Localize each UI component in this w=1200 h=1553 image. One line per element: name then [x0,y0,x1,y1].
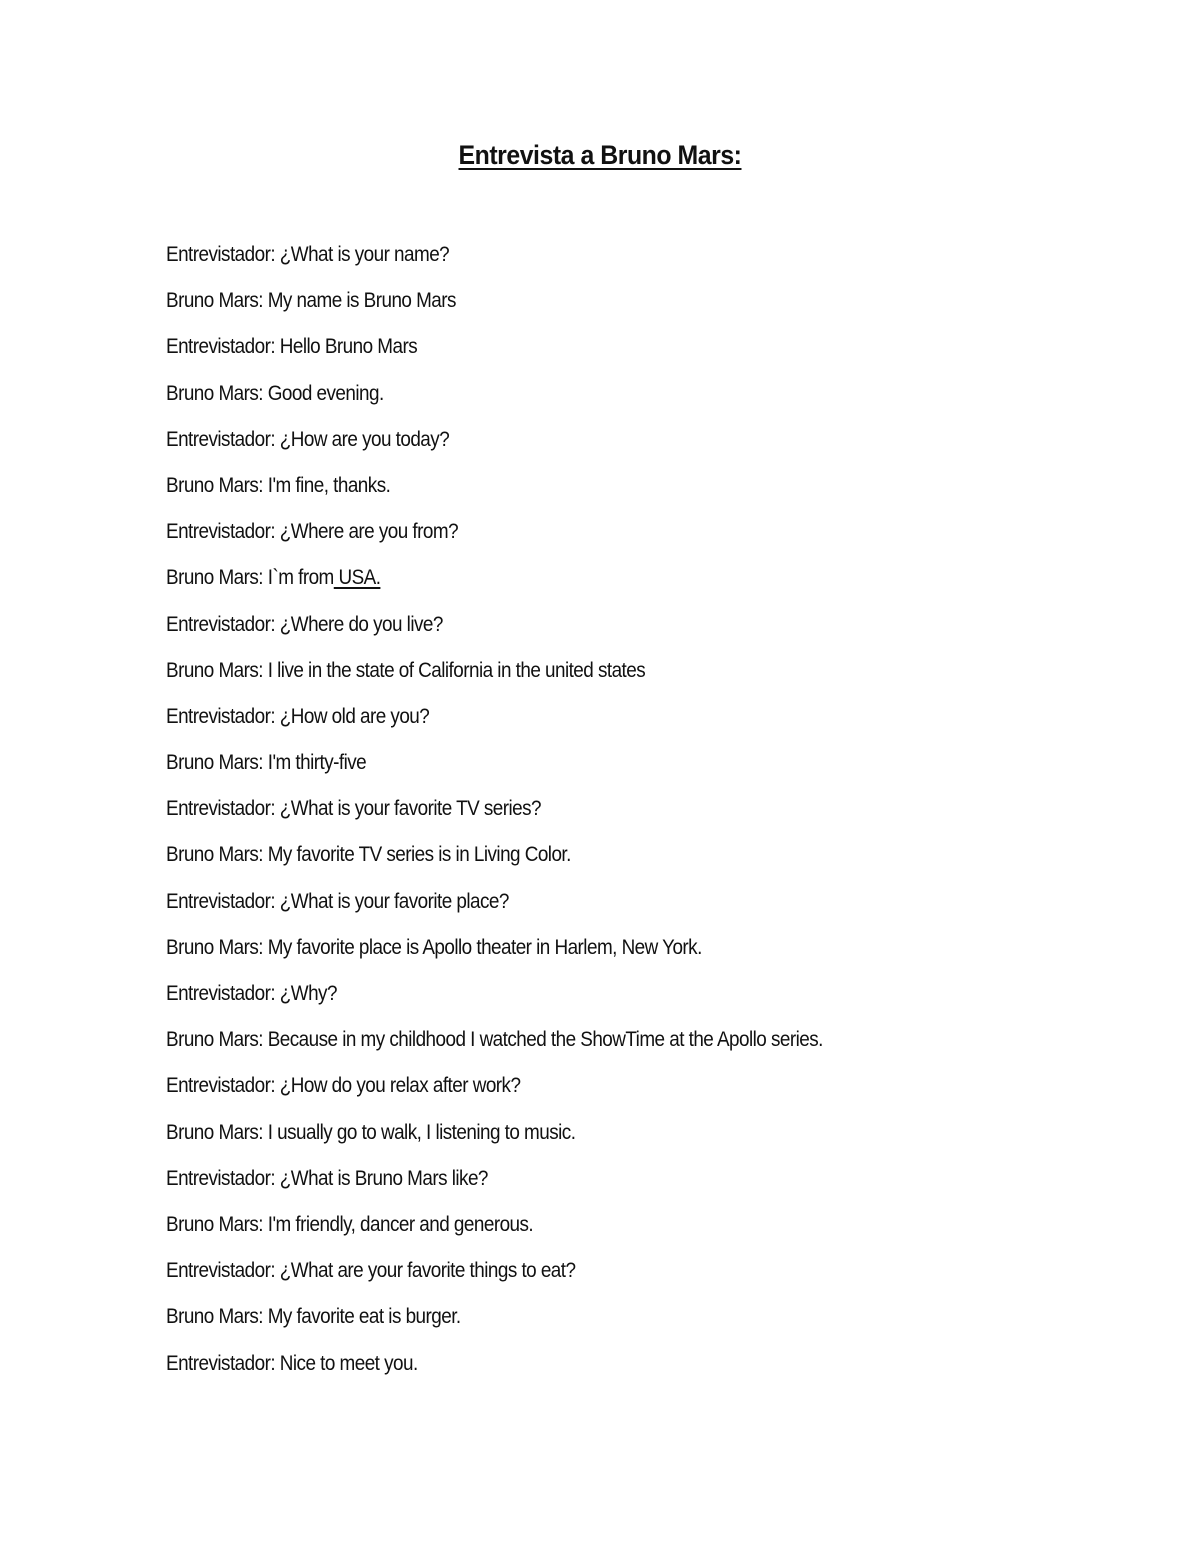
speaker-label: Entrevistador: [166,427,276,451]
speaker-label: Bruno Mars: [166,658,264,682]
speaker-label: Entrevistador: [166,335,276,359]
speaker-label: Entrevistador: [166,889,276,913]
speaker-label: Entrevistador: [166,520,276,544]
speaker-label: Bruno Mars: [166,1120,264,1144]
line-text: ¿What is your favorite TV series? [279,797,542,821]
line-text: My favorite place is Apollo theater in Harlem, New York. [267,935,702,959]
dialogue-line [166,240,976,286]
dialogue-line [166,563,976,609]
dialogue-line [166,933,976,979]
dialogue-line [166,332,976,378]
line-text: ¿What is your favorite place? [279,889,509,913]
dialogue-line [166,656,976,702]
speaker-label: Entrevistador: [166,797,276,821]
speaker-label: Bruno Mars: [166,473,264,497]
speaker-label: Bruno Mars: [166,381,264,405]
speaker-label: Bruno Mars: [166,1028,264,1052]
dialogue-line [166,748,976,794]
dialogue-line [166,425,976,471]
speaker-label: Bruno Mars: [166,1212,264,1236]
speaker-label: Entrevistador: [166,704,276,728]
line-text: I'm friendly, dancer and generous. [267,1212,534,1236]
dialogue-line [166,794,976,840]
speaker-label: Bruno Mars: [166,935,264,959]
line-text: My name is Bruno Mars [267,289,456,313]
line-text: Because in my childhood I watched the ShowTime at the Apollo series. [267,1028,823,1052]
speaker-label: Bruno Mars: [166,751,264,775]
speaker-label: Bruno Mars: [166,566,264,590]
speaker-label: Entrevistador: [166,1166,276,1190]
dialogue-line [166,1071,976,1117]
dialogue-line [166,1349,976,1395]
line-text: My favorite TV series is in Living Color. [267,843,571,867]
line-text: ¿Where are you from? [279,520,459,544]
speaker-label: Entrevistador: [166,982,276,1005]
line-text: I`m from [267,566,334,590]
line-text: ¿How do you relax after work? [279,1074,521,1098]
interview-dialogue [166,240,1066,1395]
dialogue-line [166,1210,976,1256]
speaker-label: Bruno Mars: [166,843,264,867]
dialogue-line [166,1025,976,1071]
line-text: My favorite eat is burger. [267,1305,461,1329]
dialogue-line [166,702,976,748]
line-text: ¿How are you today? [279,427,450,451]
speaker-label: Entrevistador: [166,243,276,266]
speaker-label: Entrevistador: [166,1074,276,1098]
dialogue-line [166,1256,976,1302]
line-text: Hello Bruno Mars [279,335,418,359]
line-text: I'm thirty-five [267,751,367,775]
dialogue-line [166,379,976,425]
line-text: Good evening. [267,381,384,405]
dialogue-line [166,887,976,933]
dialogue-line [166,610,976,656]
speaker-label: Entrevistador: [166,1259,276,1283]
line-text: ¿How old are you? [279,704,430,728]
dialogue-line [166,840,976,886]
line-text: ¿What is Bruno Mars like? [279,1166,488,1190]
dialogue-line [166,979,976,1025]
speaker-label: Bruno Mars: [166,289,264,313]
line-text: ¿Why? [279,982,337,1005]
dialogue-line [166,1164,976,1210]
dialogue-line [166,1302,976,1348]
speaker-label: Entrevistador: [166,612,276,636]
document-title: Entrevista a Bruno Mars: [458,140,742,170]
speaker-label: Entrevistador: [166,1351,276,1375]
country-underlined: USA. [333,566,381,590]
dialogue-line [166,471,976,517]
line-text: ¿Where do you live? [279,612,443,636]
dialogue-line [166,517,976,563]
line-text: ¿What are your favorite things to eat? [279,1259,576,1283]
line-text: ¿What is your name? [279,243,450,266]
line-text: I usually go to walk, I listening to music. [267,1120,576,1144]
line-text: Nice to meet you. [279,1351,418,1375]
dialogue-line [166,286,976,332]
line-text: I live in the state of California in the united states [267,658,646,682]
line-text: I'm fine, thanks. [267,473,391,497]
speaker-label: Bruno Mars: [166,1305,264,1329]
dialogue-line [166,1118,976,1164]
